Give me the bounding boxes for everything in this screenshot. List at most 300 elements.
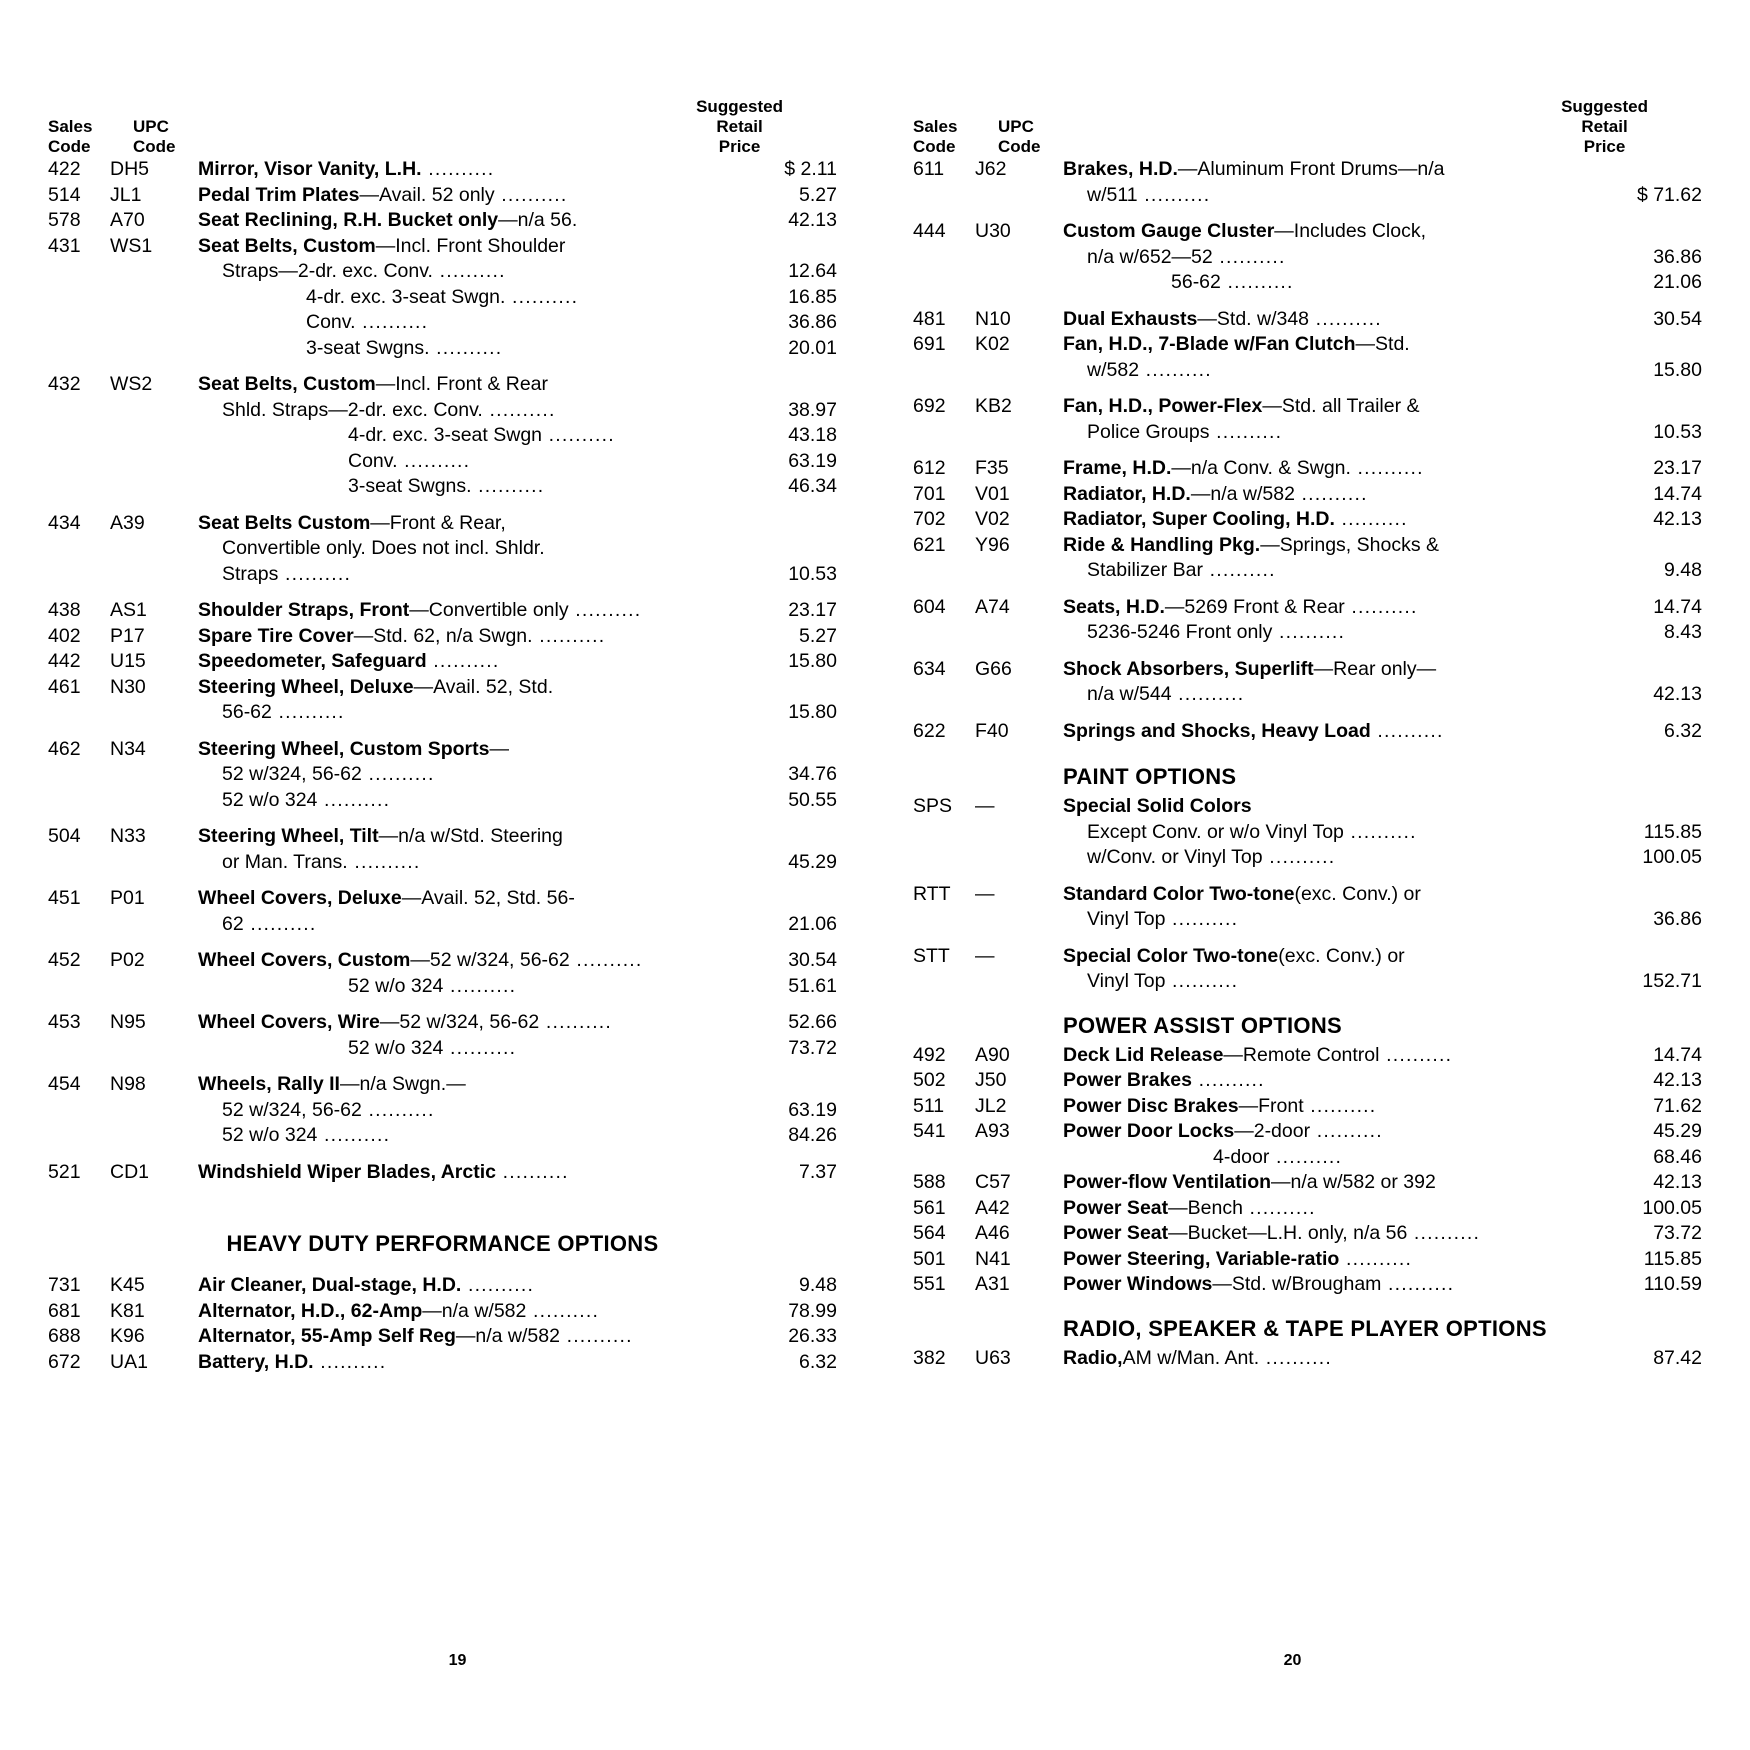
description-cell: Pedal Trim Plates—Avail. 52 only .......... — [198, 183, 568, 206]
sales-code-cell: 461 — [48, 675, 81, 698]
table-row — [48, 449, 837, 475]
row-spacer — [48, 999, 837, 1010]
leader-dots: .......... — [1309, 307, 1382, 330]
right-paint-table — [913, 794, 1702, 995]
price-cell: 21.06 — [1653, 271, 1702, 293]
price-cell: 63.19 — [788, 449, 837, 472]
description-cell: Wheel Covers, Custom—52 w/324, 56-62 .......... — [198, 949, 643, 971]
upc-code-cell: F35 — [975, 457, 1009, 479]
table-row — [913, 1272, 1702, 1298]
description-cell: Steering Wheel, Custom Sports— — [198, 737, 509, 760]
price-cell: 42.13 — [1653, 683, 1702, 705]
upc-code-cell: JL2 — [975, 1094, 1007, 1117]
price-cell: 42.13 — [1653, 508, 1702, 530]
description-cell: Shoulder Straps, Front—Convertible only .......... — [198, 599, 642, 621]
sales-code-cell — [48, 700, 110, 726]
leader-dots: .......... — [505, 285, 579, 308]
price-cell — [745, 511, 837, 537]
table-row — [48, 336, 837, 362]
upc-code-cell: V02 — [975, 508, 1010, 530]
price-cell: 87.42 — [1653, 1346, 1702, 1369]
table-row — [913, 1170, 1702, 1196]
sales-code-cell: 504 — [48, 825, 81, 847]
upc-code-cell: A74 — [975, 595, 1010, 618]
price-cell: 15.80 — [1653, 358, 1702, 381]
price-cell: 78.99 — [788, 1299, 837, 1322]
description-cell: 52 w/o 324 .......... — [348, 1036, 517, 1059]
row-spacer — [48, 813, 837, 824]
upc-code-cell: N41 — [975, 1247, 1011, 1270]
table-row — [913, 482, 1702, 508]
leader-dots: .......... — [1165, 970, 1239, 992]
table-row — [913, 1094, 1702, 1120]
upc-code-cell: V01 — [975, 482, 1010, 505]
description-cell: Power Door Locks—2-door .......... — [1063, 1120, 1383, 1142]
description-cell: Windshield Wiper Blades, Arctic .......... — [198, 1160, 569, 1183]
table-row — [913, 245, 1702, 271]
table-row — [913, 1196, 1702, 1222]
leader-dots: .......... — [429, 336, 503, 359]
row-spacer — [913, 296, 1702, 307]
table-row — [48, 183, 837, 209]
price-cell: 84.26 — [788, 1124, 837, 1146]
table-row — [48, 974, 837, 1000]
price-cell — [745, 1072, 837, 1098]
description-cell: 52 w/324, 56-62 .......... — [222, 763, 435, 785]
price-cell: 9.48 — [799, 1274, 837, 1296]
upc-code-cell: U15 — [110, 650, 146, 672]
table-row — [913, 332, 1702, 358]
sales-code-cell — [913, 682, 975, 708]
table-row — [913, 969, 1702, 995]
description-cell: Spare Tire Cover—Std. 62, n/a Swgn. .......... — [198, 624, 606, 647]
table-row — [913, 657, 1702, 683]
leader-dots: .......... — [1212, 245, 1286, 268]
upc-code-cell — [110, 536, 198, 562]
description-cell: Power Steering, Variable-ratio .......... — [1063, 1247, 1413, 1270]
upc-code-cell — [110, 850, 198, 876]
row-spacer — [913, 383, 1702, 394]
description-cell: 56-62 .......... — [1171, 271, 1294, 293]
upc-code-cell: AS1 — [110, 599, 147, 621]
price-cell: 15.80 — [788, 650, 837, 672]
leader-dots: .......... — [421, 158, 495, 180]
upc-code-cell: K81 — [110, 1299, 145, 1322]
table-row — [48, 912, 837, 938]
upc-code-cell: WS1 — [110, 234, 153, 257]
table-row — [48, 234, 837, 260]
row-spacer — [48, 587, 837, 598]
price-cell — [745, 824, 837, 850]
leader-dots: .......... — [1202, 559, 1276, 581]
description-cell: Special Color Two-tone(exc. Conv.) or — [1063, 944, 1405, 967]
leader-dots: .......... — [432, 260, 506, 282]
table-row — [48, 1098, 837, 1124]
table-row — [913, 533, 1702, 559]
sales-code-cell — [48, 310, 110, 336]
upc-code-cell: N95 — [110, 1011, 146, 1033]
price-cell — [1610, 394, 1702, 420]
description-cell: Vinyl Top .......... — [1087, 908, 1239, 930]
upc-code-cell: A93 — [975, 1120, 1010, 1142]
upc-code-cell — [110, 1098, 198, 1124]
price-cell: 6.32 — [1664, 719, 1702, 742]
upc-code-cell: P01 — [110, 887, 145, 909]
table-row — [913, 719, 1702, 745]
sales-code-cell: 422 — [48, 158, 81, 180]
leader-dots: .......... — [568, 599, 642, 621]
header-upc-code: UPC Code — [133, 117, 176, 157]
table-row — [48, 649, 837, 675]
upc-code-cell — [975, 969, 1063, 995]
table-row — [913, 1068, 1702, 1094]
sales-code-cell — [48, 1098, 110, 1124]
table-row — [48, 511, 837, 537]
price-cell: 23.17 — [1653, 457, 1702, 479]
price-cell: 45.29 — [788, 850, 837, 873]
sales-code-cell: 672 — [48, 1350, 81, 1373]
table-row — [913, 907, 1702, 933]
row-spacer — [913, 871, 1702, 882]
upc-code-cell — [110, 474, 198, 500]
price-cell: 10.53 — [1653, 420, 1702, 443]
leader-dots: .......... — [1165, 908, 1239, 930]
sales-code-cell — [48, 912, 110, 938]
section-heading-paint-options: PAINT OPTIONS — [1063, 764, 1237, 789]
price-cell: 50.55 — [788, 788, 837, 811]
section-heading-heavy-duty: HEAVY DUTY PERFORMANCE OPTIONS — [226, 1231, 659, 1256]
description-cell: Custom Gauge Cluster—Includes Clock, — [1063, 220, 1427, 242]
description-cell: 3-seat Swgns. .......... — [306, 336, 503, 359]
sales-code-cell — [48, 536, 110, 562]
leader-dots: .......... — [1381, 1273, 1455, 1295]
right-power-table — [913, 1043, 1702, 1298]
upc-code-cell: K96 — [110, 1325, 145, 1347]
description-cell: Seat Belts Custom—Front & Rear, — [198, 511, 506, 534]
sales-code-cell: 634 — [913, 657, 946, 680]
table-row — [48, 536, 837, 562]
leader-dots: .......... — [278, 562, 352, 585]
header-suggested-retail-price: Suggested Retail Price — [696, 97, 783, 157]
upc-code-cell: — — [975, 944, 995, 967]
description-cell: 3-seat Swgns. .......... — [348, 475, 545, 497]
leader-dots: .......... — [1344, 595, 1418, 618]
description-cell: Radio,AM w/Man. Ant. .......... — [1063, 1346, 1332, 1369]
description-cell: Seat Reclining, R.H. Bucket only—n/a 56. — [198, 209, 578, 231]
price-cell: 115.85 — [1643, 1247, 1702, 1270]
price-cell: 23.17 — [788, 599, 837, 621]
description-cell: 4-door .......... — [1213, 1145, 1343, 1168]
right-page — [875, 95, 1710, 1710]
description-cell: Fan, H.D., 7-Blade w/Fan Clutch—Std. — [1063, 333, 1410, 355]
upc-code-cell — [110, 259, 198, 285]
sales-code-cell — [913, 358, 975, 384]
description-cell: Seat Belts, Custom—Incl. Front Shoulder — [198, 234, 566, 257]
sales-code-cell — [48, 974, 110, 1000]
table-row — [48, 1299, 837, 1325]
price-cell — [745, 234, 837, 260]
table-row — [913, 1145, 1702, 1171]
upc-code-cell: A42 — [975, 1196, 1010, 1219]
price-cell — [745, 675, 837, 701]
upc-code-cell: A46 — [975, 1222, 1010, 1244]
price-cell — [1610, 533, 1702, 559]
price-cell: 36.86 — [1653, 908, 1702, 930]
leader-dots: .......... — [494, 183, 568, 206]
leader-dots: .......... — [1139, 358, 1212, 381]
table-row — [913, 270, 1702, 296]
price-cell: 30.54 — [788, 949, 837, 971]
table-row — [48, 1350, 837, 1376]
table-row — [913, 219, 1702, 245]
header-suggested-retail-price: Suggested Retail Price — [1561, 97, 1648, 157]
sales-code-cell: 564 — [913, 1222, 946, 1244]
leader-dots: .......... — [1339, 1247, 1413, 1270]
sales-code-cell: 551 — [913, 1273, 946, 1295]
upc-code-cell: — — [975, 795, 995, 817]
sales-code-cell: 622 — [913, 719, 946, 742]
sales-code-cell: 688 — [48, 1325, 81, 1347]
table-row — [48, 372, 837, 398]
leader-dots: .......... — [1303, 1094, 1377, 1117]
sales-code-cell — [913, 420, 975, 446]
upc-code-cell — [975, 558, 1063, 584]
price-cell: 36.86 — [1653, 245, 1702, 268]
leader-dots: .......... — [569, 949, 643, 971]
sales-code-cell: 481 — [913, 307, 946, 330]
description-cell: Power Disc Brakes—Front .......... — [1063, 1094, 1377, 1117]
price-cell: 42.13 — [788, 209, 837, 231]
leader-dots: .......... — [559, 1325, 633, 1347]
table-row — [913, 1247, 1702, 1273]
description-cell: Ride & Handling Pkg.—Springs, Shocks & — [1063, 533, 1440, 556]
table-row — [913, 157, 1702, 183]
sales-code-cell — [48, 762, 110, 788]
sales-code-cell: 492 — [913, 1043, 946, 1066]
upc-code-cell — [975, 420, 1063, 446]
upc-code-cell — [110, 449, 198, 475]
sales-code-cell: 691 — [913, 333, 946, 355]
table-row — [913, 558, 1702, 584]
description-cell: Alternator, H.D., 62-Amp—n/a w/582 .......... — [198, 1299, 600, 1322]
price-cell: 10.53 — [788, 562, 837, 585]
sales-code-cell — [48, 788, 110, 814]
upc-code-cell — [110, 788, 198, 814]
row-spacer — [913, 584, 1702, 595]
description-cell: Power Seat—Bench .......... — [1063, 1196, 1316, 1219]
upc-code-cell — [110, 285, 198, 311]
leader-dots: .......... — [539, 1011, 613, 1033]
left-column-headers — [48, 95, 837, 157]
right-column-headers — [913, 95, 1702, 157]
upc-code-cell — [110, 912, 198, 938]
leader-dots: .......... — [361, 1098, 435, 1121]
description-cell: Air Cleaner, Dual-stage, H.D. .......... — [198, 1274, 535, 1296]
description-cell: Power-flow Ventilation—n/a w/582 or 392 — [1063, 1171, 1436, 1193]
price-cell — [1610, 657, 1702, 683]
sales-code-cell: 541 — [913, 1120, 946, 1142]
description-cell: Conv. .......... — [306, 311, 429, 333]
sales-code-cell: 511 — [913, 1094, 945, 1117]
upc-code-cell — [110, 423, 198, 449]
leader-dots: .......... — [1370, 719, 1444, 742]
price-cell: 21.06 — [788, 912, 837, 935]
header-upc-code: UPC Code — [998, 117, 1041, 157]
upc-code-cell: A31 — [975, 1273, 1010, 1295]
description-cell: Stabilizer Bar .......... — [1087, 559, 1276, 581]
upc-code-cell — [975, 845, 1063, 871]
upc-code-cell — [110, 310, 198, 336]
upc-code-cell — [975, 620, 1063, 646]
upc-code-cell: DH5 — [110, 158, 150, 180]
price-cell: 42.13 — [1653, 1171, 1702, 1193]
table-row — [913, 307, 1702, 333]
sales-code-cell: 604 — [913, 595, 946, 618]
right-radio-table — [913, 1346, 1702, 1372]
upc-code-cell: UA1 — [110, 1350, 148, 1373]
price-cell — [1610, 332, 1702, 358]
sales-code-cell: 451 — [48, 887, 81, 909]
table-row — [913, 1119, 1702, 1145]
leader-dots: .......... — [1379, 1043, 1453, 1066]
sales-code-cell: 442 — [48, 650, 81, 672]
row-spacer — [913, 646, 1702, 657]
description-cell: Battery, H.D. .......... — [198, 1350, 387, 1373]
price-cell: 63.19 — [788, 1098, 837, 1121]
price-cell: 16.85 — [788, 285, 837, 308]
price-cell: 45.29 — [1653, 1120, 1702, 1142]
leader-dots: .......... — [495, 1160, 569, 1183]
sales-code-cell: 434 — [48, 511, 81, 534]
upc-code-cell — [110, 562, 198, 588]
upc-code-cell — [110, 762, 198, 788]
table-row — [48, 1123, 837, 1149]
upc-code-cell — [975, 183, 1063, 209]
upc-code-cell: KB2 — [975, 395, 1012, 417]
description-cell: Radiator, H.D.—n/a w/582 .......... — [1063, 482, 1368, 505]
leader-dots: .......... — [1407, 1222, 1481, 1244]
price-cell: 115.85 — [1643, 820, 1702, 843]
sales-code-cell — [913, 969, 975, 995]
price-cell: 73.72 — [1653, 1222, 1702, 1244]
left-heavy-duty-table — [48, 1273, 837, 1375]
description-cell: Standard Color Two-tone(exc. Conv.) or — [1063, 882, 1421, 905]
sales-code-cell: 611 — [913, 158, 945, 180]
table-row — [48, 948, 837, 974]
upc-code-cell: CD1 — [110, 1160, 150, 1183]
table-row — [48, 700, 837, 726]
upc-code-cell: P17 — [110, 624, 145, 647]
upc-code-cell: U63 — [975, 1346, 1011, 1369]
sales-code-cell — [913, 820, 975, 846]
description-cell: Shld. Straps—2-dr. exc. Conv. .......... — [222, 398, 556, 421]
sales-code-cell — [48, 562, 110, 588]
description-cell: Mirror, Visor Vanity, L.H. .......... — [198, 158, 495, 180]
sales-code-cell — [913, 245, 975, 271]
description-cell: Wheel Covers, Deluxe—Avail. 52, Std. 56- — [198, 887, 575, 909]
leader-dots: .......... — [317, 1124, 391, 1146]
table-row — [48, 157, 837, 183]
sales-code-cell — [913, 270, 975, 296]
leader-dots: .......... — [1209, 420, 1283, 443]
leader-dots: .......... — [317, 788, 391, 811]
table-row — [48, 1324, 837, 1350]
description-cell: 52 w/o 324 .......... — [222, 788, 391, 811]
upc-code-cell — [975, 245, 1063, 271]
upc-code-cell — [975, 907, 1063, 933]
leader-dots: .......... — [1262, 846, 1336, 868]
upc-code-cell: N30 — [110, 675, 146, 698]
leader-dots: .......... — [1242, 1196, 1316, 1219]
upc-code-cell: K45 — [110, 1274, 145, 1296]
price-cell: 51.61 — [788, 974, 837, 997]
price-cell: 14.74 — [1653, 595, 1702, 618]
table-row — [48, 423, 837, 449]
leader-dots: .......... — [1343, 820, 1417, 843]
description-cell: Shock Absorbers, Superlift—Rear only— — [1063, 657, 1437, 680]
upc-code-cell: N33 — [110, 825, 146, 847]
table-row — [48, 788, 837, 814]
leader-dots: .......... — [426, 650, 500, 672]
table-row — [48, 824, 837, 850]
price-cell — [745, 372, 837, 398]
upc-code-cell — [110, 700, 198, 726]
price-cell: 100.05 — [1642, 846, 1702, 868]
header-sales-code: Sales Code — [913, 117, 958, 157]
upc-code-cell: Y96 — [975, 533, 1010, 556]
leader-dots: .......... — [526, 1299, 600, 1322]
upc-code-cell: A90 — [975, 1043, 1010, 1066]
description-cell: Frame, H.D.—n/a Conv. & Swgn. .......... — [1063, 457, 1424, 479]
table-row — [48, 737, 837, 763]
upc-code-cell — [110, 1123, 198, 1149]
sales-code-cell: 452 — [48, 949, 81, 971]
leader-dots: .......... — [397, 449, 471, 472]
price-cell: 7.37 — [799, 1160, 837, 1183]
sales-code-cell — [913, 907, 975, 933]
description-cell: Special Solid Colors — [1063, 795, 1252, 817]
price-cell — [1610, 157, 1702, 183]
table-row — [913, 620, 1702, 646]
upc-code-cell: G66 — [975, 657, 1012, 680]
leader-dots: .......... — [443, 1036, 517, 1059]
table-row — [913, 944, 1702, 970]
row-spacer — [48, 937, 837, 948]
table-row — [48, 675, 837, 701]
row-spacer — [48, 875, 837, 886]
table-row — [913, 456, 1702, 482]
table-row — [913, 183, 1702, 209]
price-cell: 5.27 — [799, 624, 837, 647]
upc-code-cell: N34 — [110, 737, 146, 760]
description-cell: 56-62 .......... — [222, 701, 345, 723]
upc-code-cell: WS2 — [110, 373, 153, 395]
table-row — [913, 420, 1702, 446]
description-cell: w/Conv. or Vinyl Top .......... — [1087, 846, 1336, 868]
upc-code-cell: N98 — [110, 1073, 146, 1095]
sales-code-cell: 621 — [913, 533, 946, 556]
sales-code-cell — [913, 558, 975, 584]
description-cell: Speedometer, Safeguard .......... — [198, 650, 500, 672]
table-row — [48, 285, 837, 311]
table-row — [48, 762, 837, 788]
sales-code-cell: 701 — [913, 482, 946, 505]
leader-dots: .......... — [1310, 1120, 1383, 1142]
description-cell: Vinyl Top .......... — [1087, 970, 1239, 992]
price-cell: $ 71.62 — [1636, 183, 1702, 206]
leader-dots: .......... — [271, 701, 345, 723]
upc-code-cell — [975, 270, 1063, 296]
